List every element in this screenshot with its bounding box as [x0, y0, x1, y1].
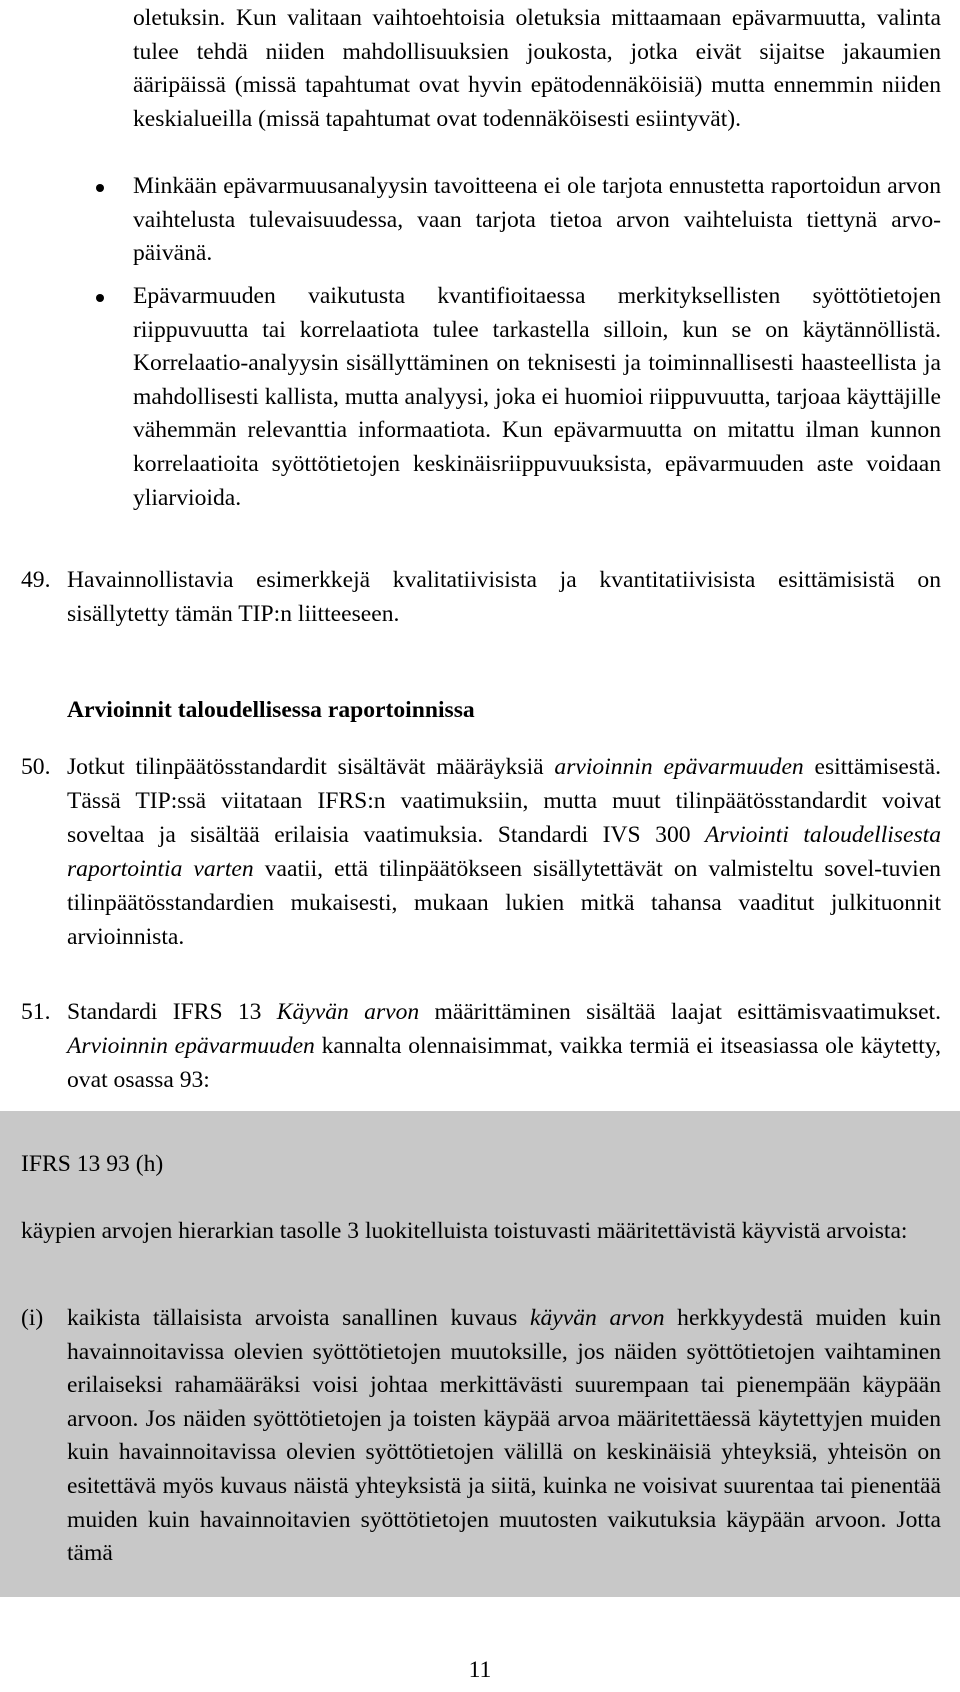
italic-term: Arvioinnin epävarmuuden — [67, 1033, 315, 1059]
bullet-text: Epävarmuuden vaikutusta kvantifioitaessa merkityksellisten syöttötietojen riippuvuutta tai korrelaatiota tulee tarkastella silloin, kun se on käytännöllistä. Korrelaatio-analyysin sisällyttäminen on teknisesti ja toiminnallisesti haasteellista ja mahdollisesti kallista, mutta analyysi, joka ei huomioi riippuvuutta, tarjoaa käyttäjille vähemmän relevanttia informaatiota. Kun epävarmuutta on mitattu ilman kunnon korrelaatioita syöttötietojen keskinäisriippuvuuksista, epävarmuuden aste voidaan yliarvioida. — [133, 283, 941, 511]
italic-term: arvioinnin epävarmuuden — [554, 754, 804, 780]
bullet-item — [133, 280, 941, 515]
text-run: esittämisestä. Tässä TIP:ssä viitataan IFRS:n vaatimuksiin, mutta muut tilinpäätösstandardit voivat soveltaa ja sisältää erilaisia vaatimuksia. Standardi IVS 300 — [67, 754, 941, 848]
text-run: kannalta olennaisimmat, vaikka termiä ei itseasiassa ole käytetty, ovat osassa 93: — [67, 1033, 941, 1093]
paragraph-51 — [21, 995, 941, 1097]
bullet-item — [133, 170, 941, 271]
paragraph-text — [67, 995, 941, 1097]
paragraph-number: 49. — [21, 567, 51, 593]
text-run: vaatii, että tilinpäätökseen sisällytettävät on valmisteltu sovel-tuvien tilinpäätösstandardien mukaisesti, mukaan lukien mitkä tahansa vaaditut julkituonnit arvioinnista. — [67, 856, 941, 950]
bullet-continuation-paragraph — [133, 2, 941, 136]
text-run: herkkyydestä muiden kuin havainnoitavissa olevien syöttötietojen muutoksille, jos näiden syöttötietojen vaihtaminen erilaiseksi rahamääräksi voisi johtaa merkittävästi suurempaan tai pienempään käypään arvoon. Jos näiden syöttötietojen ja toisten käypää arvoa määritettäessä käytettyjen muiden kuin havainnoitavissa olevien syöttötietojen välillä on keskinäisiä yhteyksiä, yhteisön on esitettävä myös kuvaus näistä yhteyksistä ja siitä, kuinka ne voisivat suurentaa tai pienentää muiden kuin havainnoitavien syöttötietojen muutosten vaikutuksia käypään arvoon. Jotta tämä — [67, 1305, 942, 1567]
quote-list-item — [21, 1302, 941, 1571]
italic-title: Käyvän arvon — [276, 999, 420, 1025]
italic-title: Arviointi taloudellisesta raportointia varten — [67, 822, 941, 882]
text-run: kaikista tällaisista arvoista sanallinen kuvaus — [67, 1305, 530, 1331]
page-number: 11 — [468, 1657, 492, 1683]
list-item-text — [67, 1302, 941, 1571]
text-run: Jotkut tilinpäätösstandardit sisältävät määräyksiä — [67, 754, 555, 780]
paragraph-text: Havainnollistavia esimerkkejä kvalitatiivisista ja kvantitatiivisista esittämisistä on sisällytetty tämän TIP:n liitteeseen. — [67, 567, 941, 627]
bullet-continuation-text: oletuksin. Kun valitaan vaihtoehtoisia oletuksia mittaamaan epävarmuutta, valinta tulee tehdä niiden mahdollisuuksien joukosta, jotka eivät sijaitse jakaumien ääripäissä (missä tapahtumat ovat hyvin epätodennäköisiä) mutta ennemmin niiden keskialueilla (missä tapahtumat ovat todennäköisesti esiintyvät). — [133, 5, 941, 132]
italic-term: käyvän arvon — [530, 1305, 665, 1331]
bullet-dot-icon — [96, 294, 104, 302]
paragraph-text — [67, 750, 941, 954]
bullet-dot-icon — [96, 184, 104, 192]
bullet-text: Minkään epävarmuusanalyysin tavoitteena ei ole tarjota ennustetta raportoidun arvon vaihtelusta tulevaisuudessa, vaan tarjota tietoa arvon vaihteluista tiettynä arvo-päivänä. — [133, 173, 941, 267]
text-run: Standardi IFRS 13 — [67, 999, 277, 1025]
paragraph-49 — [21, 563, 941, 631]
quote-lead-paragraph: käypien arvojen hierarkian tasolle 3 luokitelluista toistuvasti määritettävistä käyvistä arvoista: — [21, 1218, 908, 1244]
text-run: määrittäminen sisältää laajat esittämisvaatimukset. — [419, 999, 941, 1025]
section-heading: Arvioinnit taloudellisessa raportoinnissa — [67, 697, 475, 723]
paragraph-50 — [21, 750, 941, 954]
paragraph-number: 51. — [21, 999, 51, 1025]
quote-reference: IFRS 13 93 (h) — [21, 1151, 164, 1177]
paragraph-number: 50. — [21, 754, 51, 780]
list-item-label: (i) — [21, 1305, 44, 1331]
